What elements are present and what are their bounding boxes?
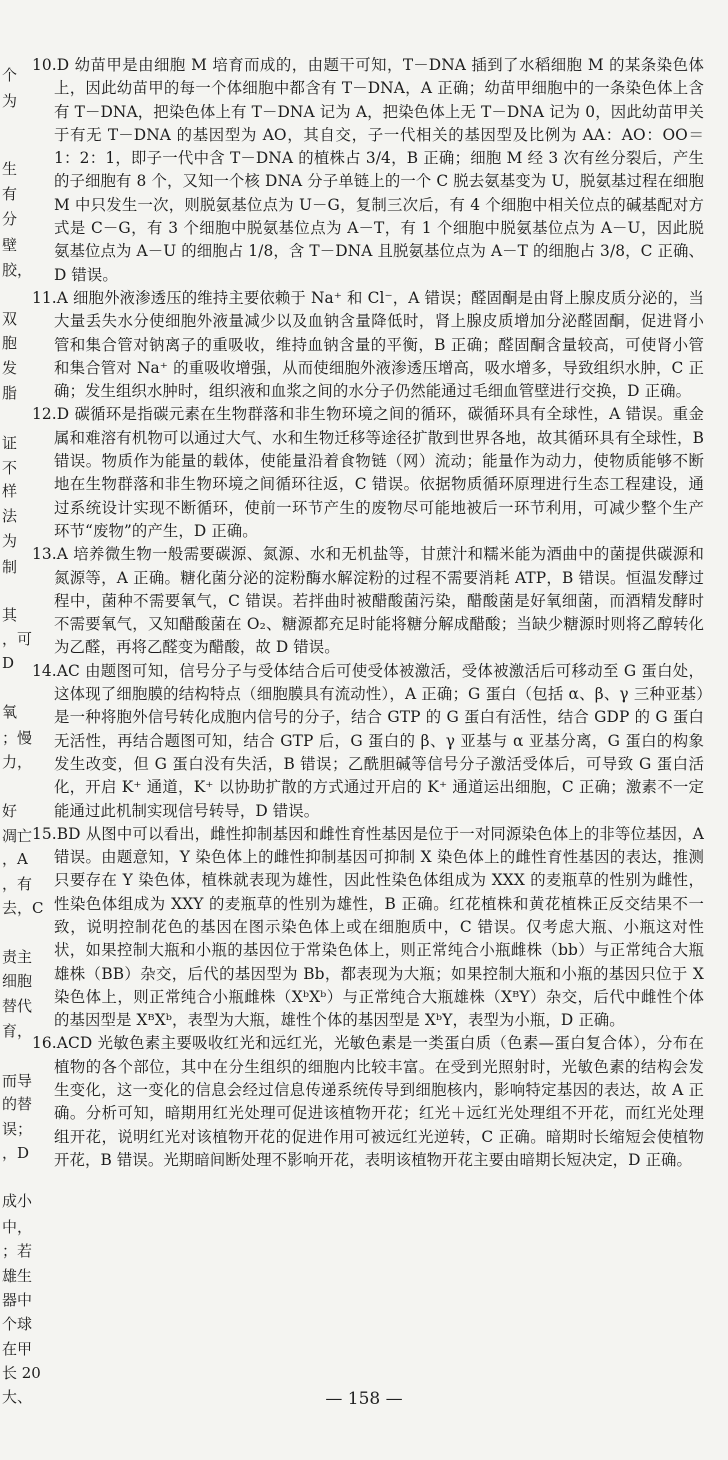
margin-fragment: 去，C [2,899,44,917]
margin-fragment: 样 [2,482,18,500]
left-margin-fragments [0,0,44,1460]
margin-fragment: 氧 [2,703,18,721]
answer-number: 12.D [32,405,70,424]
margin-fragment: 有 [2,185,18,203]
answer-text: 幼苗甲是由细胞 M 培育而成的，由题干可知，T－DNA 插到了水稻细胞 M 的某条染色体上，因此幼苗甲的每一个体细胞中都含有 T－DNA，A 正确；幼苗甲细胞中的一条染色体上含有 T－DNA，把染色体上有 T－DNA 记为 A，把染色体上无 T－DNA 记为 0，因此幼苗甲关于有无 T－DNA 的基因型为 AO，其自交，子一代相关的基因型及比例为 AA：AO：OO＝1：2：1，即子一代中含 T－DNA 的植株占 3/4，B 正确；细胞 M 经 3 次有丝分裂后，产生的子细胞有 8 个，又知一个核 DNA 分子单链上的一个 C 脱去氨基变为 U，脱氨基过程在细胞 M 中只发生一次，则脱氨基位点为 U－G，复制三次后，有 4 个细胞中相关位点的碱基配对方式是 C－G，有 3 个细胞中脱氨基位点为 A－T，有 1 个细胞中脱氨基位点为 A－U，因此脱氨基位点为 A－U 的细胞占 1/8，含 T－DNA 且脱氨基位点为 A－T 的细胞占 3/8，C 正确、D 错误。 [54,56,704,284]
margin-fragment: 胶， [2,261,33,279]
answer-text: 光敏色素主要吸收红光和远红光，光敏色素是一类蛋白质（色素—蛋白复合体），分布在植物的各个部位，其中在分生组织的细胞内比较丰富。在受到光照射时，光敏色素的结构会发生变化，这一变化的信息会经过信息传递系统传导到细胞核内，影响特定基因的表达，故 A 正确。分析可知，暗期用红光处理可促进该植物开花；红光＋远红光处理组不开花，而红光处理组开花，说明红光对该植物开花的促进作用可被远红光逆转，C 正确。暗期时长缩短会使植物开花，B 错误。光期暗间断处理不影响开花，表明该植物开花主要由暗期长短决定，D 正确。 [54,1034,704,1169]
margin-fragment: 证 [2,434,18,452]
margin-fragment: D [2,654,15,672]
answer-number: 11.A [32,288,68,307]
answer-item [32,543,704,659]
answer-text: 碳循环是指碳元素在生物群落和非生物环境之间的循环，碳循环具有全球性，A 错误。重金属和难溶有机物可以通过大气、水和生物迁移等途径扩散到世界各地，故其循环具有全球性，B 错误。物质作为能量的载体，使能量沿着食物链（网）流动；能量作为动力，使物质能够不断地在生物群落和非生物环境之间循环往返，C 错误。依据物质循环原理进行生态工程建设，通过系统设计实现不断循环，使前一环节产生的废物尽可能地被后一环节利用，可减少整个生产环节“废物”的产生，D 正确。 [54,405,704,540]
answer-item [32,287,704,403]
margin-fragment: 生 [2,160,18,178]
margin-fragment: 凋亡 [2,827,33,845]
margin-fragment: 大、 [2,1388,33,1406]
margin-fragment: 力， [2,753,33,771]
margin-fragment: 而导 [2,1072,33,1090]
margin-fragment: 育， [2,1022,33,1040]
margin-fragment: 制 [2,558,18,576]
margin-fragment: ，可 [2,630,33,648]
margin-fragment: 胞 [2,334,18,352]
margin-fragment: 好 [2,802,18,820]
margin-fragment: ；若 [2,1242,33,1260]
margin-fragment: 个球 [2,1315,33,1333]
page-number: — 158 — [325,1389,403,1409]
answer-item [32,1032,704,1172]
margin-fragment: 发 [2,359,18,377]
margin-fragment: 壁 [2,236,18,254]
answer-number: 16.ACD [32,1034,93,1053]
margin-fragment: 脂 [2,384,18,402]
answer-number: 14.AC [32,661,80,680]
margin-fragment: 法 [2,507,18,525]
answer-number: 13.A [32,545,68,564]
margin-fragment: 雄生 [2,1267,33,1285]
margin-fragment: 误； [2,1120,33,1138]
answer-item [32,660,704,823]
answer-text: 由题图可知，信号分子与受体结合后可使受体被激活，受体被激活后可移动至 G 蛋白处，这体现了细胞膜的结构特点（细胞膜具有流动性），A 正确；G 蛋白（包括 α、β、γ 三种亚基）是一种将胞外信号转化成胞内信号的分子，结合 GTP 的 G 蛋白有活性，结合 GDP 的 G 蛋白无活性，再结合题图可知，结合 GTP 后，G 蛋白的 β、γ 亚基与 α 亚基分离，G 蛋白的构象发生改变，但 G 蛋白没有失活，B 错误；乙酰胆碱等信号分子激活受体后，可导致 G 蛋白活化，开启 K⁺ 通道，K⁺ 以协助扩散的方式通过开启的 K⁺ 通道运出细胞，C 正确；激素不一定能通过此机制实现信号转导，D 错误。 [54,661,704,820]
margin-fragment: 其 [2,606,18,624]
margin-fragment: 替代 [2,997,33,1015]
margin-fragment: 细胞 [2,972,33,990]
margin-fragment: 个 [2,66,18,84]
margin-fragment: ；慢 [2,729,33,747]
answer-item [32,403,704,543]
margin-fragment: 双 [2,310,18,328]
margin-fragment: 在甲 [2,1340,33,1358]
margin-fragment: 成小 [2,1192,33,1210]
margin-fragment: 不 [2,459,18,477]
answer-item [32,54,704,287]
answer-number: 15.BD [32,824,81,843]
answer-number: 10.D [32,56,70,74]
margin-fragment: 器中 [2,1291,33,1309]
answer-text: 细胞外液渗透压的维持主要依赖于 Na⁺ 和 Cl⁻，A 错误；醛固酮是由肾上腺皮质分泌的，当大量丢失水分使细胞外液量减少以及血钠含量降低时，肾上腺皮质增加分泌醛固酮，促进肾小管和集合管对钠离子的重吸收，维持血钠含量的平衡，B 正确；醛固酮含量较高，可使肾小管和集合管对 Na⁺ 的重吸收增强，从而使细胞外液渗透压增高，吸水增多，导致组织水肿，C 正确；发生组织水肿时，组织液和血浆之间的水分子仍然能通过毛细血管壁进行交换，D 正确。 [54,288,704,401]
margin-fragment: 分 [2,210,18,228]
answer-list [32,54,704,1172]
answer-text: 培养微生物一般需要碳源、氮源、水和无机盐等，甘蔗汁和糯米能为酒曲中的菌提供碳源和氮源等，A 正确。糖化菌分泌的淀粉酶水解淀粉的过程不需要消耗 ATP，B 错误。恒温发酵过程中，菌种不需要氧气，C 错误。若拌曲时被醋酸菌污染，醋酸菌是好氧细菌，而酒精发酵时不需要氧气，又知醋酸菌在 O₂、糖源都充足时能将糖分解成醋酸；当缺少糖源时则将乙醇转化为乙醛，再将乙醛变为醋酸，故 D 错误。 [54,545,704,657]
margin-fragment: 中， [2,1218,33,1236]
margin-fragment: 的替 [2,1095,33,1113]
margin-fragment: 责主 [2,948,33,966]
margin-fragment: 长 20 [2,1364,41,1382]
margin-fragment: 为 [2,532,18,550]
answer-text: 从图中可以看出，雌性抑制基因和雌性育性基因是位于一对同源染色体上的非等位基因，A 错误。由题意知，Y 染色体上的雌性抑制基因可抑制 X 染色体上的雌性育性基因的表达，推测只要存在 Y 染色体，植株就表现为雄性，因此性染色体组成为 XXX 的麦瓶草的性别为雌性，性染色体组成为 XXY 的麦瓶草的性别为雄性，B 正确。红花植株和黄花植株正反交结果不一致，说明控制花色的基因在图示染色体上或在细胞质中，C 错误。仅考虑大瓶、小瓶这对性状，如果控制大瓶和小瓶的基因位于常染色体上，则正常纯合小瓶雌株（bb）与正常纯合大瓶雄株（BB）杂交，后代的基因型为 Bb，都表现为大瓶；如果控制大瓶和小瓶的基因只位于 X 染色体上，则正常纯合小瓶雌株（XᵇXᵇ）与正常纯合大瓶雄株（XᴮY）杂交，后代中雌性个体的基因型是 XᴮXᵇ，表型为大瓶，雄性个体的基因型是 XᵇY，表型为小瓶，D 正确。 [54,824,704,1030]
margin-fragment: ，D [2,1144,30,1162]
margin-fragment: ，A [2,850,28,868]
answer-item [32,823,704,1033]
margin-fragment: 为 [2,92,18,110]
margin-fragment: ，有 [2,875,33,893]
